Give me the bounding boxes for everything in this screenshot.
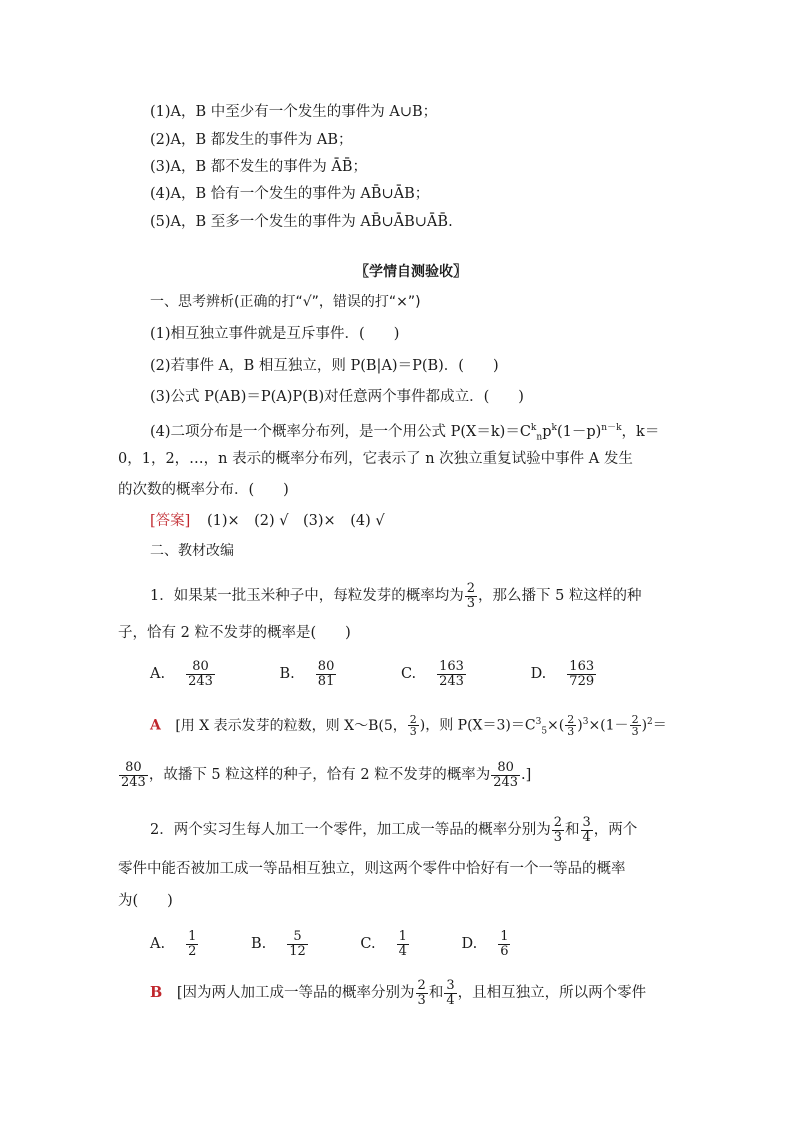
event-line-4: (4)A，B 恰有一个发生的事件为 AB̄∪ĀB；	[150, 186, 430, 202]
part1-title: 一、思考辨析(正确的打“√”，错误的打“×”)	[150, 294, 421, 310]
problem-2-line-1: 2．两个实习生每人加工一个零件，加工成一等品的概率分别为 $\frac{2}{3}$ 和 $\frac{3}{4}$ ，两个	[150, 814, 638, 845]
event-line-3: (3)A，B 都不发生的事件为 ĀB̄；	[150, 159, 368, 175]
q4-text-c: (1－p)	[556, 423, 602, 440]
p2-option-a[interactable]: A. $\frac{1}{2}$	[150, 928, 197, 959]
q4-text-d: ，k＝	[621, 423, 660, 440]
question-2: (2)若事件 A，B 相互独立，则 P(B|A)＝P(B)．( )	[150, 358, 499, 374]
problem-2-options	[150, 924, 558, 964]
problem-1-solution-line-2: $\frac{80}{243}$ ，故播下 5 粒这样的种子，恰有 2 粒不发芽的概率为 $\frac{80}{243}$ .]	[121, 759, 532, 790]
problem-1-solution-line-1: A [用 X 表示发芽的粒数，则 X～B(5， $\frac{2}{3}$ )，则 $P(X=3)=C^3_5\times$( $\frac{2}{3}$ )$^3$×(1－ $\frac{2}{3}$ )$^2$＝	[150, 712, 667, 739]
problem-2-line-2: 零件中能否被加工成一等品相互独立，则这两个零件中恰好有一个一等品的概率	[118, 861, 626, 877]
event-line-2: (2)A，B 都发生的事件为 AB；	[150, 132, 353, 148]
p1-fraction: $\frac{2}{3}$	[466, 580, 476, 611]
p1-text-b: ，那么播下 5 粒这样的种	[478, 588, 642, 604]
p2-option-c[interactable]: C. $\frac{1}{4}$	[360, 928, 407, 959]
event-line-1: (1)A，B 中至少有一个发生的事件为 A∪B；	[150, 104, 438, 120]
answer-text: (1)× (2) √ (3)× (4) √	[206, 513, 385, 529]
question-1: (1)相互独立事件就是互斥事件．( )	[150, 326, 400, 342]
question-4-line-1: (4)二项分布是一个概率分布列，是一个用公式 $P(X=k)=C^k_np^k(1-p)^{n-k}$，k＝	[150, 423, 660, 443]
p1-text-a: 1．如果某一批玉米种子中，每粒发芽的概率均为	[150, 588, 464, 604]
problem-1-options	[150, 654, 656, 694]
p1-option-d[interactable]: D. $\frac{163}{729}$	[530, 658, 595, 689]
q4-text-a: (4)二项分布是一个概率分布列，是一个用公式 P(X＝k)＝C	[150, 423, 531, 440]
problem-1-line-2: 子，恰有 2 粒不发芽的概率是( )	[118, 625, 351, 641]
part2-title: 二、教材改编	[150, 543, 234, 559]
p1-answer: A	[150, 717, 161, 734]
section-header: 〖学情自测验收〗	[355, 264, 467, 280]
p1-option-b[interactable]: B. $\frac{80}{81}$	[279, 658, 335, 689]
problem-2-line-3: 为( )	[118, 893, 173, 909]
p2-option-b[interactable]: B. $\frac{5}{12}$	[250, 928, 306, 959]
question-3: (3)公式 P(AB)＝P(A)P(B)对任意两个事件都成立．( )	[150, 389, 524, 405]
q4-text-b: p	[542, 423, 552, 440]
answer-row	[150, 511, 385, 531]
p1-option-c[interactable]: C. $\frac{163}{243}$	[400, 658, 464, 689]
problem-1-line-1	[150, 579, 641, 613]
question-4-line-2: 0，1，2，…，n 表示的概率分布列，它表示了 n 次独立重复试验中事件 A 发生	[118, 451, 633, 467]
p2-answer: B	[150, 984, 163, 1001]
event-line-5: (5)A，B 至多一个发生的事件为 AB̄∪ĀB∪ĀB̄.	[150, 214, 453, 230]
answer-label: [答案]	[150, 513, 191, 529]
p2-option-d[interactable]: D. $\frac{1}{6}$	[461, 928, 509, 959]
question-4-line-3: 的次数的概率分布．( )	[118, 482, 289, 498]
p1-option-a[interactable]: A. $\frac{80}{243}$	[150, 658, 213, 689]
problem-2-solution-line-1: B [因为两人加工成一等品的概率分别为 $\frac{2}{3}$ 和 $\frac{3}{4}$ ，且相互独立，所以两个零件	[150, 977, 647, 1008]
